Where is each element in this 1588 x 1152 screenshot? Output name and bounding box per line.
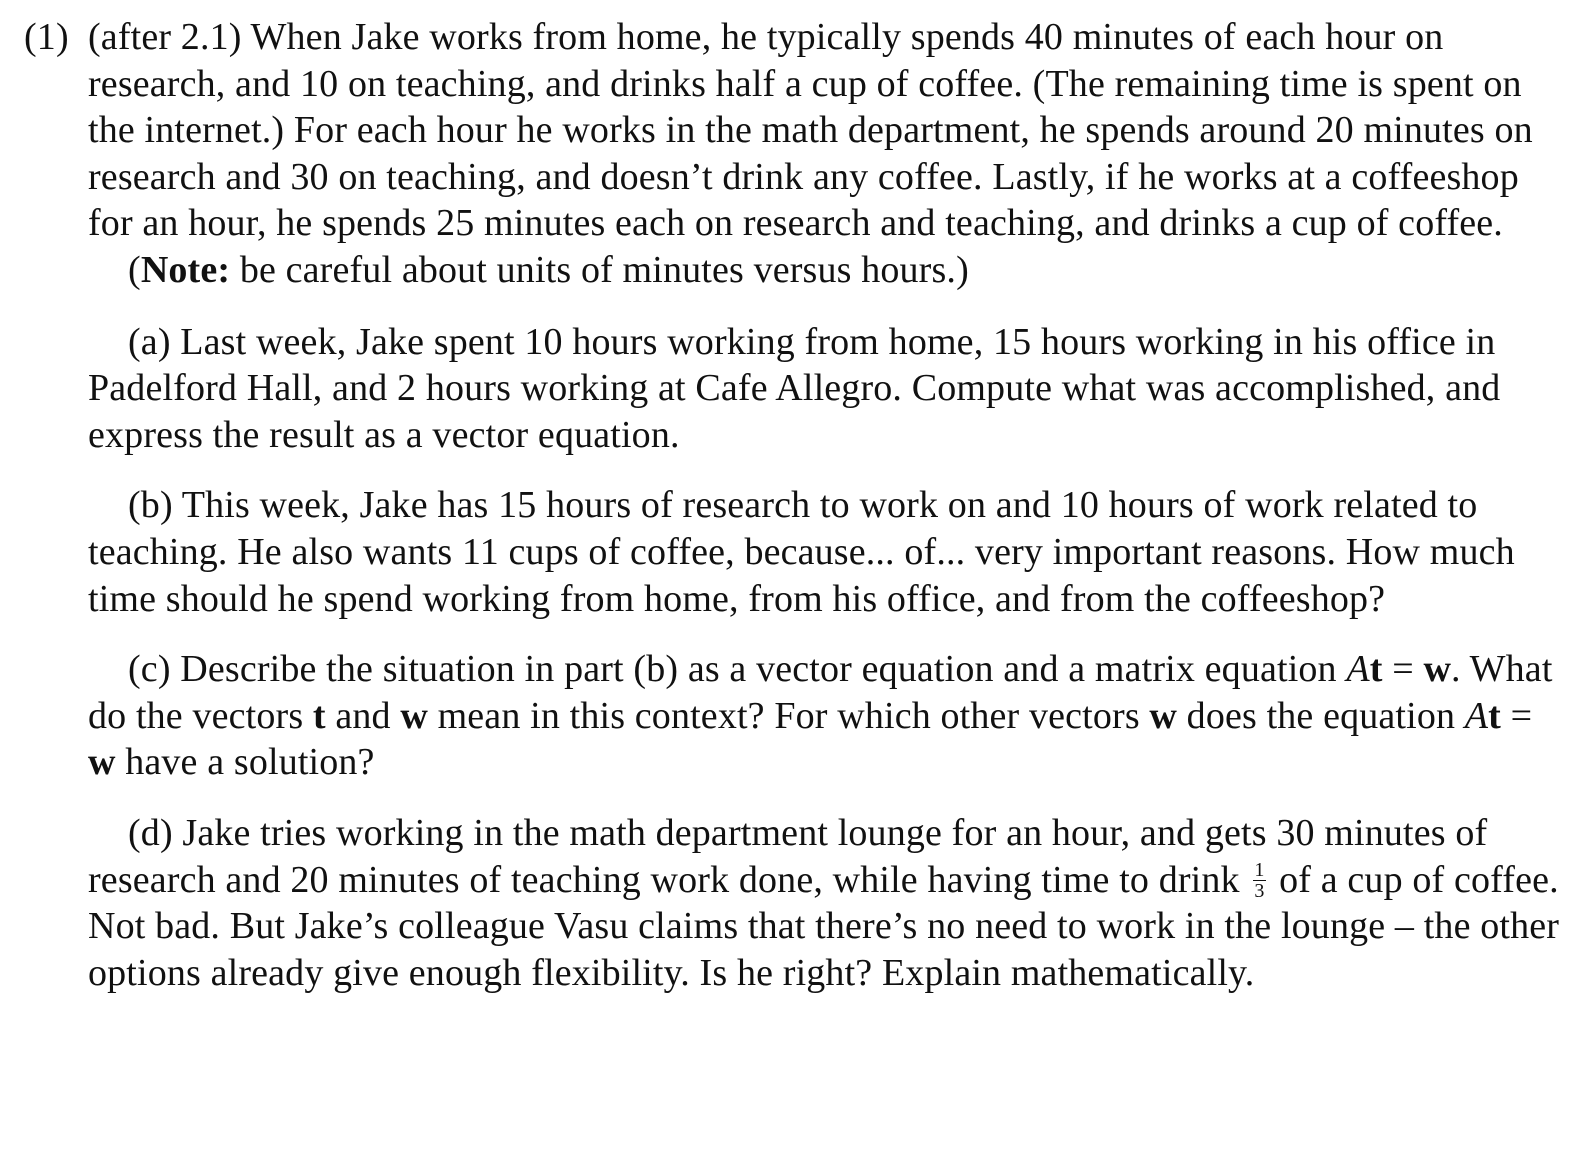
matrix-A: A bbox=[1346, 648, 1370, 691]
fraction-numerator: 1 bbox=[1254, 859, 1265, 882]
part-d-text-2: of a cup of coffee. Not bad. But Jake’s colleague Vasu claims that there’s no need to work in the lounge – the other options already give enough flexibility. Is he right? Explain mathematically. bbox=[88, 858, 1560, 994]
problem-intro: (after 2.1) When Jake works from home, he typically spends 40 minutes of each hour on research, and 10 on teaching, and drinks half a cup of coffee. (The remaining time is spent on the internet.) For each hour he works in the math department, he spends around 20 minutes on research and 30 on teaching, and doesn’t drink any coffee. Lastly, if he works at a coffeeshop for an hour, he spends 25 minutes each on research and teaching, and drinks a cup of coffee. bbox=[88, 16, 1533, 245]
problem-number: (1) bbox=[24, 16, 69, 58]
vector-w: w bbox=[88, 741, 116, 784]
part-d bbox=[88, 810, 1564, 997]
part-b: (b) This week, Jake has 15 hours of research to work on and 10 hours of work related to teaching. He also wants 11 cups of coffee, because... of... very important reasons. How much time should he spend working from home, from his office, and from the coffeeshop? bbox=[88, 484, 1515, 620]
problem-body bbox=[88, 14, 1564, 996]
part-a: (a) Last week, Jake spent 10 hours working from home, 15 hours working in his office in Padelford Hall, and 2 hours working at Cafe Allegro. Compute what was accomplished, and express the result as a vector equation. bbox=[88, 320, 1501, 456]
matrix-A: A bbox=[1464, 694, 1489, 737]
part-c-text-6: have a solution? bbox=[115, 741, 375, 784]
part-c-text-2: . What do the vectors bbox=[88, 648, 1553, 737]
note-paragraph bbox=[88, 247, 1564, 294]
part-d-text-1: (d) Jake tries working in the math department lounge for an hour, and gets 30 minutes of research and 20 minutes of teaching work done, while having time to drink bbox=[88, 811, 1488, 901]
equals-sign: = bbox=[1382, 648, 1424, 691]
part-c bbox=[88, 646, 1564, 786]
vector-w: w bbox=[400, 694, 428, 737]
vector-t: t bbox=[312, 694, 326, 737]
problem-1 bbox=[24, 14, 1564, 996]
part-c-text-3: and bbox=[325, 694, 401, 737]
note-text: be careful about units of minutes versus hours.) bbox=[230, 248, 969, 291]
part-c-text-1: (c) Describe the situation in part (b) as a vector equation and a matrix equation bbox=[128, 648, 1347, 691]
vector-t: t bbox=[1488, 694, 1501, 737]
part-c-text-5: does the equation bbox=[1177, 694, 1465, 737]
note-label: Note: bbox=[140, 248, 231, 291]
part-c-text-4: mean in this context? For which other vectors bbox=[427, 694, 1150, 737]
fraction-one-third bbox=[1253, 860, 1265, 901]
equals-sign: = bbox=[1500, 694, 1533, 737]
note-open-paren: ( bbox=[128, 248, 141, 291]
fraction-denominator: 3 bbox=[1254, 880, 1265, 903]
vector-t: t bbox=[1369, 648, 1383, 691]
vector-w: w bbox=[1149, 694, 1178, 737]
problem-header bbox=[24, 14, 1564, 996]
vector-w: w bbox=[1423, 648, 1452, 691]
